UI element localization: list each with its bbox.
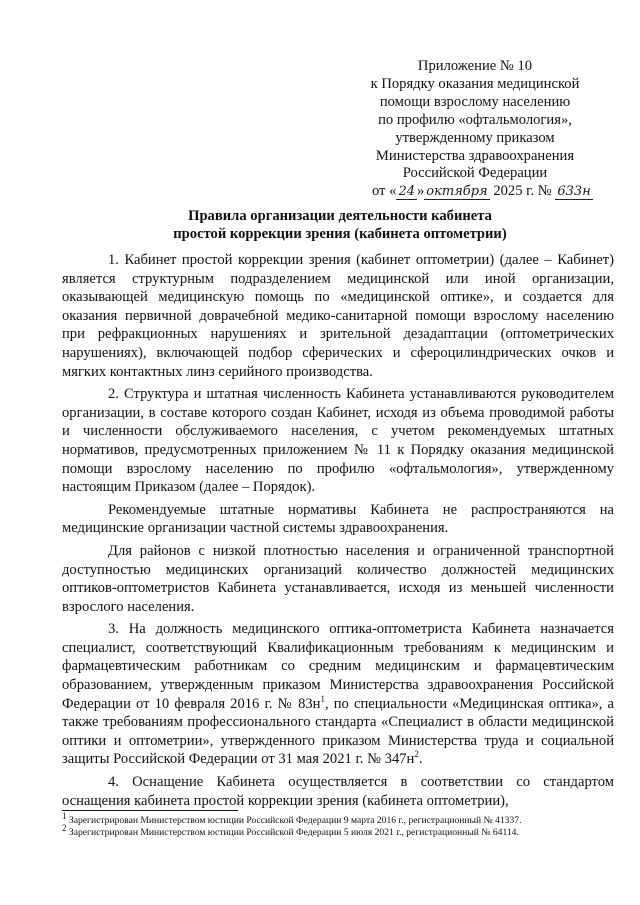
footnote-ref-2: 2 [414,749,419,760]
appendix-line: Министерства здравоохранения [375,147,575,164]
appendix-line: Российской Федерации [402,165,548,182]
paragraph-2: 2. Структура и штатная численность Кабинета устанавливаются руководителем организации, в составе которого создан Кабинет, исходя из объема проводимой работы и численности обслуживаемого населения, с учетом рекомендуемых штатных нормативов, предусмотренных приложением № 11 к Порядку оказания медицинской помощи взрослому населению по профилю «офтальмология», утвержденному настоящим Приказом (далее – Порядок). [62,386,614,496]
handwritten-day: 24 [398,184,415,200]
appendix-line: помощи взрослому населению [379,93,571,110]
paragraph-6: 4. Оснащение Кабинета осуществляется в соответствии со стандартом оснащения кабинета простой коррекции зрения (кабинета оптометрии), [62,774,614,809]
appendix-line: по профилю «офтальмология», [378,111,572,128]
footnote-1-text: Зарегистрирован Министерством юстиции Российской Федерации 9 марта 2016 г., регистрационный № 41337. [66,815,522,826]
title-line-1: Правила организации деятельности кабинета [188,208,492,224]
date-prefix: от « [372,183,397,200]
appendix-line: Приложение № 10 [417,58,533,74]
appendix-header [360,58,590,201]
title-line-2: простой коррекции зрения (кабинета оптометрии) [173,226,507,242]
paragraph-5-part-a: 3. На должность медицинского оптика-оптометриста Кабинета назначается специалист, соответствующий Квалификационным требованиям к медицинским и фармацевтическим работникам со средним медицинским и фармацевтическим образованием, утвержденным приказом Министерства здравоохранения Российской Федерации от 10 февраля 2016 г. № 83н [62,621,614,712]
paragraph-5-part-c: . [418,751,423,768]
paragraph-4: Для районов с низкой плотностью населения и ограниченной транспортной доступностью медицинских организаций количество должностей медицинских оптиков-оптометристов Кабинета устанавливается, исходя из меньшей численности взрослого населения. [62,542,614,615]
appendix-line: утвержденному приказом [395,129,555,146]
handwritten-month: октября [426,184,488,200]
footnote-ref-1: 1 [320,693,325,704]
order-date-line [372,183,590,201]
footnotes [62,810,622,839]
date-quote-close: » [416,183,425,200]
paragraph-1: 1. Кабинет простой коррекции зрения (кабинет оптометрии) (далее – Кабинет) является структурным подразделением медицинской или иной организации, оказывающей медицинскую помощь по «медицинской оптике», и создается для оказания первичной доврачебной медико-санитарной помощи взрослому населению при рефракционных нарушениях и зрительной дезадаптации (оптометрических нарушениях), включающей подбор сферических и сфероцилиндрических очков и мягких контактных линз серийного производства. [62,252,614,380]
paragraph-5-part-b: , по специальности «Медицинская оптика», а также требованиям профессионального стандарта «Специалист в области медицинской оптики и оптометрии», утвержденного приказом Министерства труда и социальной защиты Российской Федерации от 31 мая 2021 г. № 347н [62,695,614,768]
paragraph-3: Рекомендуемые штатные нормативы Кабинета не распространяются на медицинские организации частной системы здравоохранения. [62,501,614,537]
footnote-2 [62,822,622,839]
footnote-2-number: 2 [62,822,67,833]
document-title [60,207,620,243]
date-year: 2025 г. № [493,183,552,200]
document-body [62,251,614,814]
handwritten-order-number: 633н [557,184,591,200]
footnote-2-text: Зарегистрирован Министерством юстиции Российской Федерации 5 июля 2021 г., регистрационный № 64114. [66,827,519,838]
footnote-separator [62,810,238,811]
paragraph-5 [62,620,614,769]
appendix-line: к Порядку оказания медицинской [370,75,580,92]
footnote-1 [62,810,622,827]
footnote-1-number: 1 [62,810,67,821]
